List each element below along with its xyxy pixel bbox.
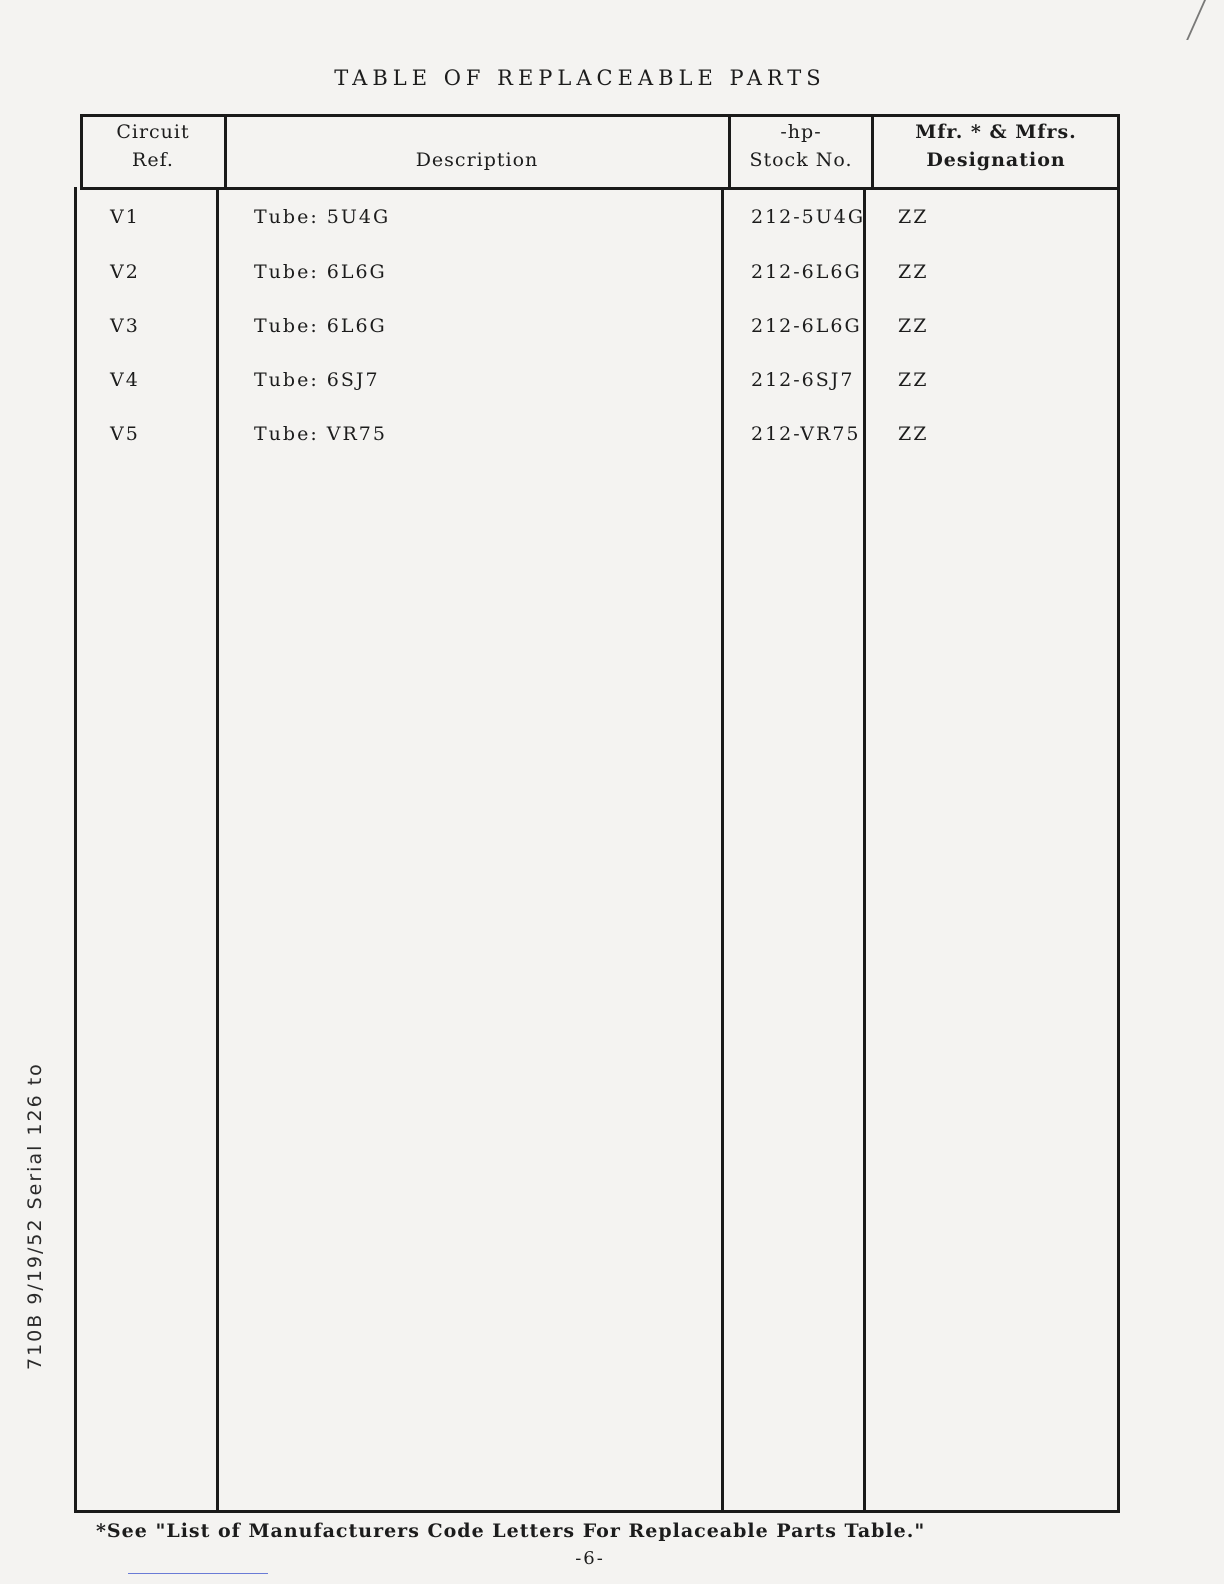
table-body-frame	[74, 187, 1120, 1513]
page-number: -6-	[575, 1548, 605, 1569]
header-circuit-ref-line2: Ref.	[132, 149, 174, 171]
cell-mfr: ZZ	[898, 423, 929, 445]
column-divider	[863, 187, 866, 1513]
cell-stock: 212-6L6G	[751, 261, 862, 283]
header-circuit-ref	[83, 118, 223, 174]
cell-description: Tube: VR75	[254, 423, 387, 445]
margin-note: 710B 9/19/52 Serial 126 to	[24, 1062, 46, 1370]
corner-mark	[1186, 0, 1224, 40]
cell-mfr: ZZ	[898, 315, 929, 337]
header-description	[227, 146, 727, 174]
cell-mfr: ZZ	[898, 206, 929, 228]
cell-stock: 212-6L6G	[751, 315, 862, 337]
cell-description: Tube: 6L6G	[254, 261, 387, 283]
column-divider	[216, 187, 219, 1513]
cell-ref: V4	[110, 369, 140, 391]
cell-stock: 212-VR75	[751, 423, 861, 445]
link-underline	[128, 1573, 268, 1574]
header-mfr-line2: Designation	[926, 149, 1066, 171]
header-description-label: Description	[415, 149, 539, 171]
header-stock-no	[731, 118, 871, 174]
cell-mfr: ZZ	[898, 261, 929, 283]
cell-ref: V5	[110, 423, 140, 445]
header-circuit-ref-line1: Circuit	[116, 121, 190, 143]
column-divider	[721, 187, 724, 1513]
footnote: *See "List of Manufacturers Code Letters For Replaceable Parts Table."	[96, 1520, 926, 1542]
header-stock-line1: -hp-	[780, 121, 822, 143]
cell-description: Tube: 6L6G	[254, 315, 387, 337]
header-stock-line2: Stock No.	[749, 149, 853, 171]
page-title: TABLE OF REPLACEABLE PARTS	[334, 66, 826, 90]
cell-stock: 212-6SJ7	[751, 369, 855, 391]
cell-stock: 212-5U4G	[751, 206, 866, 228]
cell-description: Tube: 6SJ7	[254, 369, 380, 391]
cell-ref: V1	[110, 206, 140, 228]
header-mfr-line1: Mfr. * & Mfrs.	[915, 121, 1077, 143]
header-mfr	[874, 118, 1118, 174]
cell-description: Tube: 5U4G	[254, 206, 391, 228]
cell-ref: V3	[110, 315, 140, 337]
cell-ref: V2	[110, 261, 140, 283]
cell-mfr: ZZ	[898, 369, 929, 391]
